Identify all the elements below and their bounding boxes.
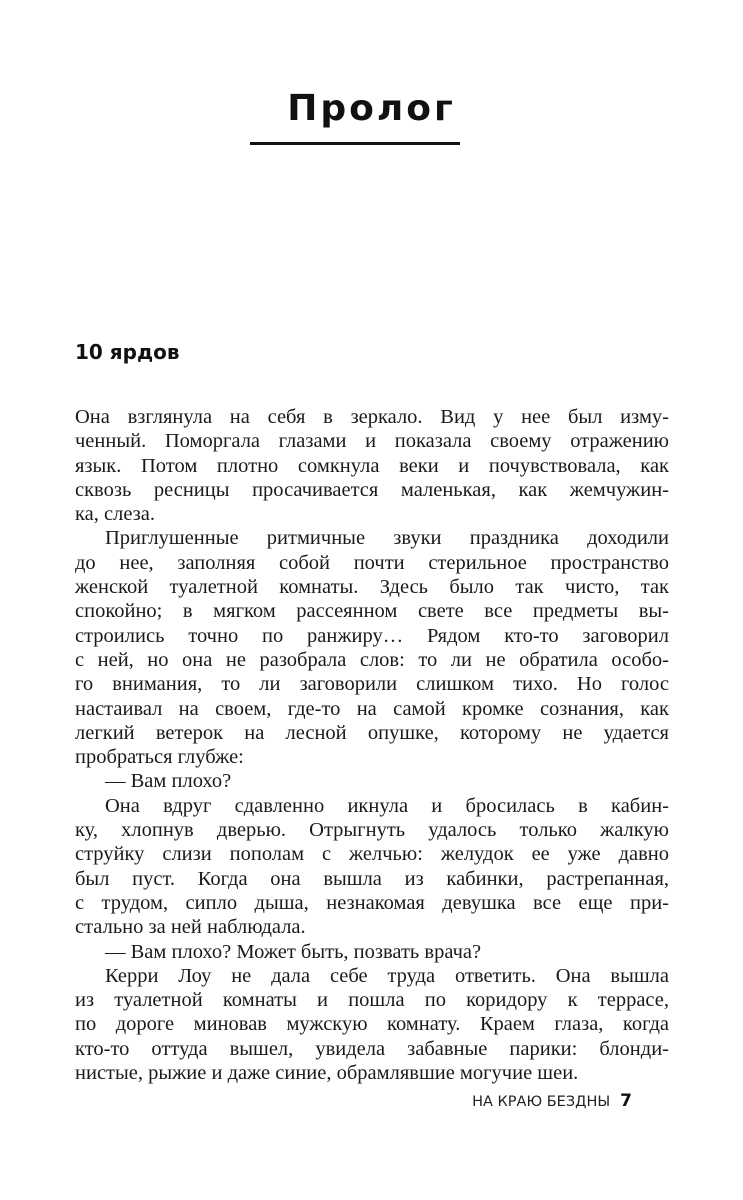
paragraph xyxy=(75,964,669,1085)
text-line: Она взглянула на себя в зеркало. Вид у нее был изму- xyxy=(75,406,669,428)
text-line: из туалетной комнаты и пошла по коридору к террасе, xyxy=(75,989,669,1012)
text-line: спокойно; в мягком рассеянном свете все предметы вы- xyxy=(75,600,669,623)
text-line: настаивал на своем, где-то на самой кромке сознания, как xyxy=(75,697,669,720)
text-line: нистые, рыжие и даже синие, обрамлявшие могучие шеи. xyxy=(75,1062,579,1085)
text-line: с ней, но она не разобрала слов: то ли не обратила особо- xyxy=(75,648,669,671)
text-line: кто-то оттуда вышел, увидела забавные парики: блонди- xyxy=(75,1037,669,1060)
text-line: го внимания, то ли заговорили слишком тихо. Но голос xyxy=(75,673,669,696)
text-line: стально за ней наблюдала. xyxy=(75,916,306,939)
paragraph xyxy=(75,405,669,526)
text-line: язык. Потом плотно сомкнула веки и почувствовала, как xyxy=(75,454,669,477)
text-line: по дороге миновав мужскую комнату. Краем глаза, когда xyxy=(75,1013,669,1036)
text-line: с трудом, сипло дыша, незнакомая девушка все еще при- xyxy=(75,891,669,914)
text-line: Она вдруг сдавленно икнула и бросилась в кабин- xyxy=(105,794,669,817)
page-footer xyxy=(472,1091,632,1111)
paragraph xyxy=(75,940,669,964)
body-text xyxy=(75,405,669,1085)
text-line: женской туалетной комнаты. Здесь было так чисто, так xyxy=(75,576,669,599)
text-line: строились точно по ранжиру… Рядом кто-то заговорил xyxy=(75,624,669,647)
text-line: был пуст. Когда она вышла из кабинки, растрепанная, xyxy=(75,867,669,890)
paragraph xyxy=(75,526,669,769)
page-number: 7 xyxy=(620,1091,632,1111)
text-line: пробраться глубже: xyxy=(75,746,244,769)
text-line: — Вам плохо? xyxy=(105,770,232,793)
text-line: Приглушенные ритмичные звуки праздника доходили xyxy=(105,527,669,550)
text-line: ку, хлопнув дверью. Отрыгнуть удалось только жалкую xyxy=(75,819,669,842)
text-line: — Вам плохо? Может быть, позвать врача? xyxy=(105,940,482,963)
text-line: ченный. Поморгала глазами и показала своему отражению xyxy=(75,430,669,453)
chapter-title: Пролог xyxy=(287,88,456,129)
text-line: струйку слизи пополам с желчью: желудок ее уже давно xyxy=(75,843,669,866)
text-line: сквозь ресницы просачивается маленькая, как жемчужин- xyxy=(75,478,669,501)
paragraph xyxy=(75,769,669,793)
text-line: ка, слеза. xyxy=(75,503,155,526)
text-line: Керри Лоу не дала себе труда ответить. Она вышла xyxy=(105,964,669,987)
title-underline xyxy=(250,142,460,145)
text-line: до нее, заполняя собой почти стерильное пространство xyxy=(75,551,669,574)
section-heading: 10 ярдов xyxy=(75,340,180,364)
running-title: НА КРАЮ БЕЗДНЫ xyxy=(472,1094,611,1110)
paragraph xyxy=(75,794,669,940)
text-line: легкий ветерок на лесной опушке, которому не удается xyxy=(75,721,669,744)
